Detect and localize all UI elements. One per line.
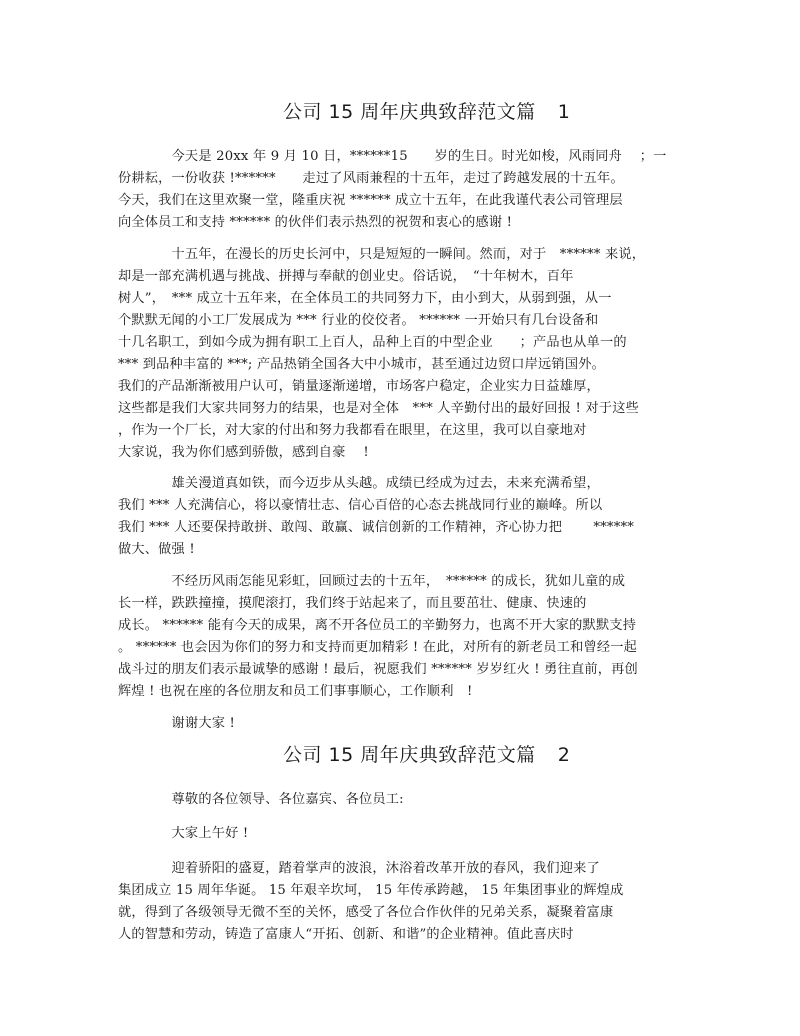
section-1-line: 不经历风雨怎能见彩虹，回顾过去的十五年， ****** 的成长，犹如儿童的成 — [118, 574, 626, 589]
section-1-title-text: 公司 15 周年庆典致辞范文篇 — [283, 101, 536, 123]
section-1-title — [283, 97, 703, 124]
section-1-line: 树人”， *** 成立十五年来，在全体员工的共同努力下，由小到大，从弱到强，从一 — [118, 291, 612, 306]
section-1-line: 今天，我们在这里欢聚一堂，隆重庆祝 ****** 成立十五年，在此我谨代表公司管理层 — [118, 193, 623, 208]
section-1-line: 个默默无闻的小工厂发展成为 *** 行业的佼佼者。 ****** 一开始只有几台设备和 — [118, 313, 599, 328]
section-1-line: 今天是 20xx 年 9 月 10 日，******15 岁的生日。时光如梭，风雨同舟 ；一 — [118, 149, 667, 164]
section-2-line: 就，得到了各级领导无微不至的关怀，感受了各位合作伙伴的兄弟关系，凝聚着富康 — [118, 905, 614, 920]
section-1-title-number: 1 — [557, 101, 571, 123]
section-2-line: 人的智慧和劳动，铸造了富康人“开拓、创新、和谐”的企业精神。值此喜庆时 — [118, 927, 574, 942]
section-1-line: 。 ****** 也会因为你们的努力和支持而更加精彩 ! 在此，对所有的新老员工和曾经一起 — [118, 640, 638, 655]
section-1-line: 我们 *** 人充满信心，将以豪情壮志、信心百倍的心态去挑战同行业的巅峰。所以 — [118, 498, 603, 513]
section-2-title-number: 2 — [557, 744, 571, 766]
section-2-greeting: 大家上午好 ! — [118, 826, 249, 841]
section-2-title — [283, 740, 703, 767]
section-1-line: 长一样，跌跌撞撞，摸爬滚打，我们终于站起来了，而且要茁壮、健康、快速的 — [118, 596, 587, 611]
section-2-salutation: 尊敬的各位领导、各位嘉宾、各位员工: — [118, 792, 404, 807]
section-1-line: 十几名职工，到如今成为拥有职工上百人，品种上百的中型企业 ；产品也从单一的 — [118, 335, 627, 350]
section-1-closing: 谢谢大家 ! — [118, 716, 235, 731]
section-2-title-text: 公司 15 周年庆典致辞范文篇 — [283, 744, 536, 766]
section-2-line: 集团成立 15 周年华诞。 15 年艰辛坎坷， 15 年传承跨越， 15 年集团事业的辉煌成 — [118, 883, 624, 898]
section-1-line: 我们的产品渐渐被用户认可，销量逐渐递增，市场客户稳定，企业实力日益雄厚， — [118, 379, 600, 394]
section-1-line: 这些都是我们大家共同努力的结果，也是对全体 *** 人辛勤付出的最好回报 ! 对于这些 — [118, 401, 640, 416]
section-1-line: 雄关漫道真如铁，而今迈步从头越。成绩已经成为过去，未来充满希望， — [118, 476, 600, 491]
section-1-line: *** 到品种丰富的 ***; 产品热销全国各大中小城市，甚至通过边贸口岸远销国外。 — [118, 357, 605, 372]
section-1-line: 战斗过的朋友们表示最诚挚的感谢 ! 最后，祝愿我们 ****** 岁岁红火 ! 勇往直前，再创 — [118, 662, 638, 677]
section-1-line: 我们 *** 人还要保持敢拼、敢闯、敢赢、诚信创新的工作精神，齐心协力把 ****** — [118, 520, 635, 535]
section-1-line: 成长。 ****** 能有今天的成果，离不开各位员工的辛勤努力，也离不开大家的默默支持 — [118, 618, 637, 633]
section-2-line: 迎着骄阳的盛夏，踏着掌声的波浪，沐浴着改革开放的春风，我们迎来了 — [118, 861, 600, 876]
section-1-line: 向全体员工和支持 ****** 的伙伴们表示热烈的祝贺和衷心的感谢 ! — [118, 215, 513, 230]
section-1-line: 做大、做强 ! — [118, 542, 195, 557]
section-1-line: 十五年，在漫长的历史长河中，只是短短的一瞬间。然而，对于 ****** 来说， — [118, 247, 646, 262]
section-1-line: 份耕耘，一份收获 !****** 走过了风雨兼程的十五年，走过了跨越发展的十五年。 — [118, 171, 624, 186]
section-1-line: 却是一部充满机遇与挑战、拼搏与奉献的创业史。俗话说， “十年树木，百年 — [118, 269, 574, 284]
section-1-line: ，作为一个厂长，对大家的付出和努力我都看在眼里，在这里，我可以自豪地对 — [118, 423, 587, 438]
section-1-line: 辉煌 ! 也祝在座的各位朋友和员工们事事顺心，工作顺利 ! — [118, 684, 473, 699]
section-1-line: 大家说，我为你们感到骄傲，感到自豪 ! — [118, 445, 369, 460]
